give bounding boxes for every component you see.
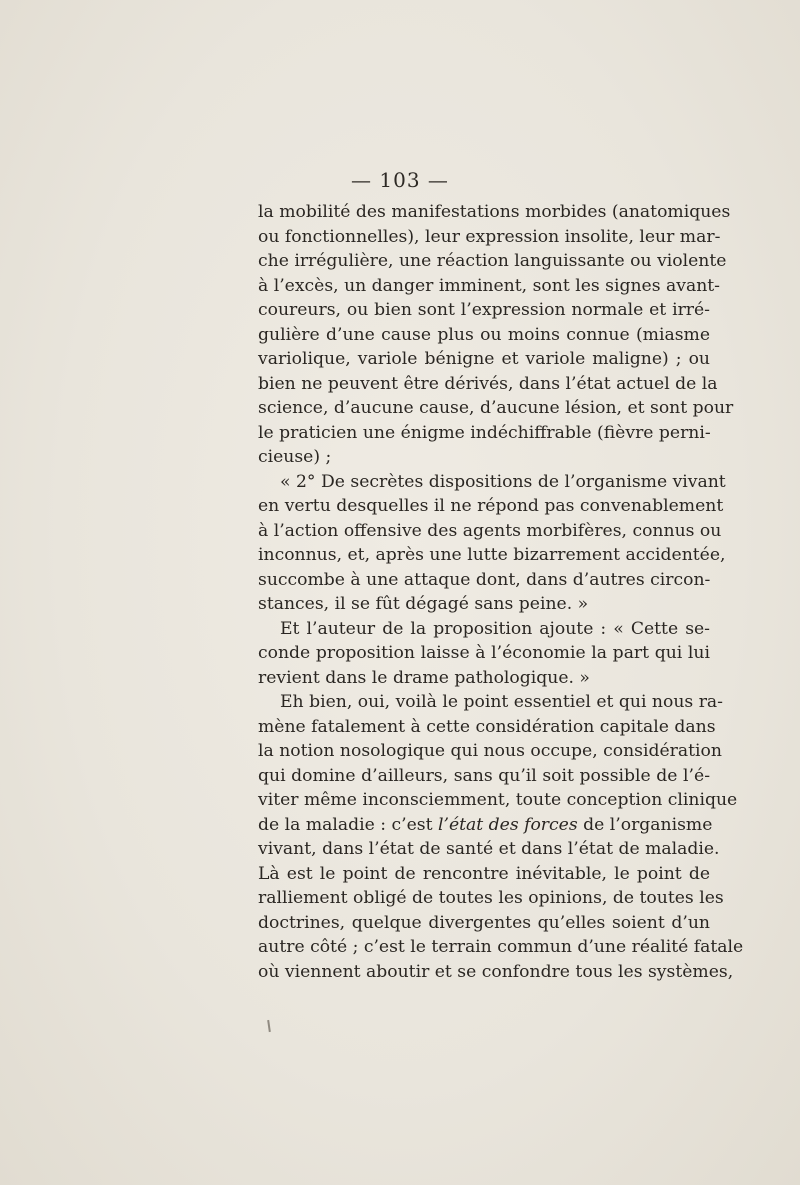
- text-line: inconnus, et, après une lutte bizarrement accidentée,: [258, 545, 726, 565]
- text-line: doctrines, quelque divergentes qu’elles soient d’un: [258, 912, 710, 933]
- text-segment: de la maladie : c’est: [258, 814, 438, 835]
- text-line: bien ne peuvent être dérivés, dans l’état actuel de la: [258, 373, 718, 394]
- text-line: Eh bien, oui, voilà le point essentiel et qui nous ra-: [280, 692, 723, 712]
- body-text: [258, 200, 744, 984]
- text-line: variolique, variole bénigne et variole maligne) ; ou: [258, 349, 710, 369]
- text-line: Et l’auteur de la proposition ajoute : « Cette se-: [280, 618, 710, 639]
- text-line: revient dans le drame pathologique. »: [258, 667, 590, 688]
- text-line: coureurs, ou bien sont l’expression normale et irré-: [258, 300, 710, 320]
- text-line: science, d’aucune cause, d’aucune lésion, et sont pour: [258, 398, 734, 418]
- text-line: vivant, dans l’état de santé et dans l’état de maladie.: [258, 839, 720, 859]
- text-line: à l’excès, un danger imminent, sont les signes avant-: [258, 275, 720, 296]
- text-line: ou fonctionnelles), leur expression insolite, leur mar-: [258, 226, 721, 247]
- text-line: che irrégulière, une réaction languissante ou violente: [258, 251, 727, 271]
- page-number: — 103 —: [351, 168, 449, 192]
- text-line: cieuse) ;: [258, 447, 332, 467]
- text-line: qui domine d’ailleurs, sans qu’il soit possible de l’é-: [258, 765, 710, 786]
- text-line: le praticien une énigme indéchiffrable (fièvre perni-: [258, 422, 711, 443]
- text-line: conde proposition laisse à l’économie la part qui lui: [258, 643, 710, 663]
- text-line: à l’action offensive des agents morbifères, connus ou: [258, 520, 722, 541]
- text-line: Là est le point de rencontre inévitable, le point de: [258, 863, 710, 884]
- text-line: succombe à une attaque dont, dans d’autres circon-: [258, 569, 711, 590]
- text-line: stances, il se fût dégagé sans peine. »: [258, 594, 589, 614]
- text-line: gulière d’une cause plus ou moins connue (miasme: [258, 324, 710, 345]
- text-line: la notion nosologique qui nous occupe, considération: [258, 741, 722, 761]
- text-line: où viennent aboutir et se confondre tous les systèmes,: [258, 961, 734, 982]
- text-line: autre côté ; c’est le terrain commun d’une réalité fatale: [258, 937, 744, 957]
- text-line: « 2° De secrètes dispositions de l’organisme vivant: [280, 471, 726, 492]
- text-segment: de l’organisme: [577, 814, 713, 835]
- italic-phrase: l’état des forces: [437, 814, 578, 835]
- text-line: mène fatalement à cette considération capitale dans: [258, 716, 716, 737]
- text-line: viter même inconsciemment, toute conception clinique: [258, 790, 738, 810]
- text-line: la mobilité des manifestations morbides (anatomiques: [258, 202, 731, 222]
- text-line: ralliement obligé de toutes les opinions, de toutes les: [258, 888, 724, 908]
- text-line: en vertu desquelles il ne répond pas convenablement: [258, 496, 724, 516]
- text-line: [258, 813, 713, 838]
- ink-speck: [267, 1020, 271, 1032]
